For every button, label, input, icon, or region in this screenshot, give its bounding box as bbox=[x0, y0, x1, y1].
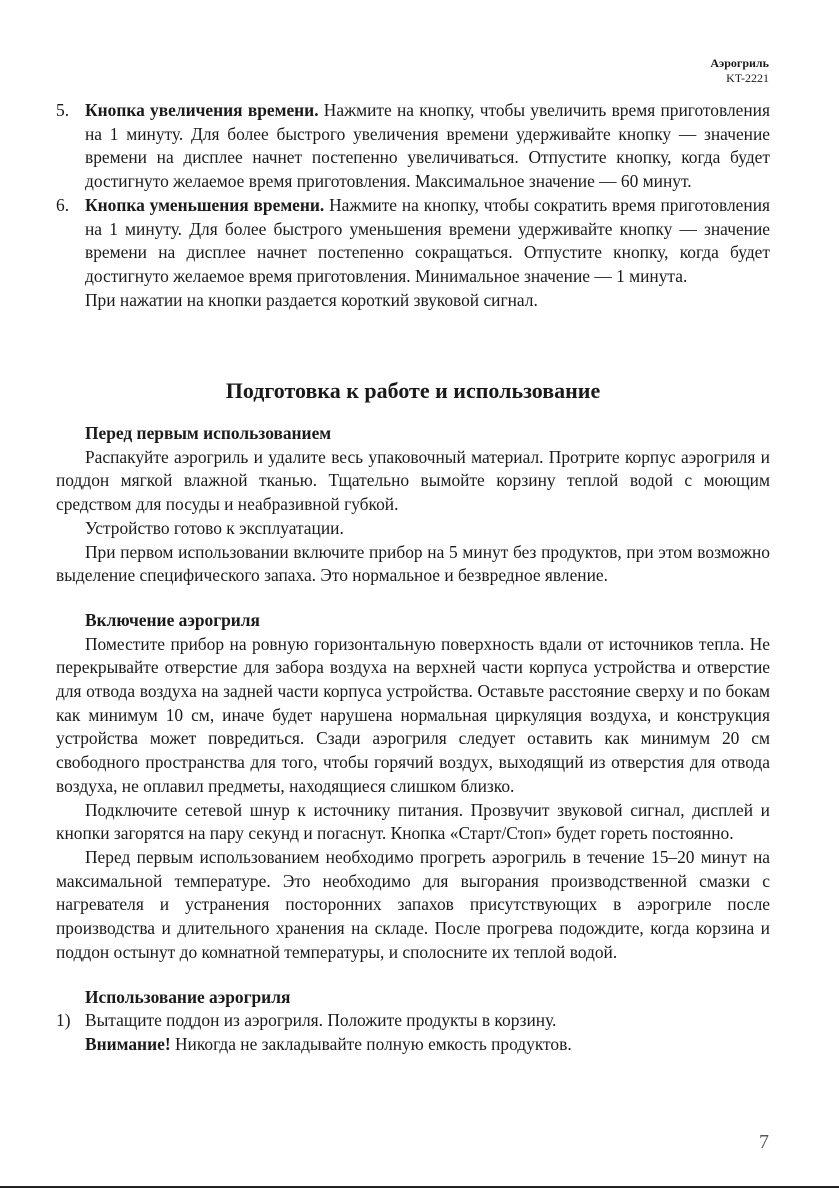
list-item-text: Нажмите на кнопку, чтобы увеличить время приготовления на 1 минуту. Для более быстрого увеличения времени удерживайте кнопку — значение времени на дисплее начнет постепенно увеличиваться. Отпустите кнопку, когда будет достигнуто желаемое время приготовления. Максимальное значение — 60 минут. bbox=[85, 100, 770, 192]
list-note: При нажатии на кнопки раздается короткий звуковой сигнал. bbox=[85, 289, 538, 310]
spacer bbox=[56, 965, 770, 986]
paragraph: Поместите прибор на ровную горизонтальную поверхность вдали от источников тепла. Не перекрывайте отверстие для забора воздуха на верхней части корпуса устройства и отверстие для отвода воздуха на задней части корпуса устройства. Оставьте расстояние сверху и по бокам как минимум 10 см, иначе будет нарушена нормальная циркуляция воздуха, и конструкция устройства может повредиться. Сзади аэрогриля следует оставить как минимум 20 см свободного пространства для того, чтобы горячий воздух, выходящий из отверстия для отвода воздуха, не оплавил предметы, находящиеся слишком близко. bbox=[56, 633, 770, 796]
page-header bbox=[710, 56, 769, 86]
header-brand: Аэрогриль bbox=[710, 56, 769, 70]
warning-text: Никогда не закладывайте полную емкость продуктов. bbox=[170, 1033, 572, 1054]
warning-label: Внимание! bbox=[85, 1033, 171, 1054]
page-number: 7 bbox=[759, 1131, 769, 1153]
subheading-using: Использование аэрогриля bbox=[85, 986, 291, 1007]
bottom-divider bbox=[0, 1186, 839, 1188]
paragraph: Устройство готово к эксплуатации. bbox=[85, 517, 344, 538]
list-item-title: Кнопка увеличения времени. bbox=[85, 100, 319, 120]
header-model: KT-2221 bbox=[726, 71, 769, 85]
list-item-text: Вытащите поддон из аэрогриля. Положите продукты в корзину. bbox=[85, 1010, 557, 1031]
list-item-step-1 bbox=[56, 1009, 770, 1056]
subheading-before-first-use: Перед первым использованием bbox=[85, 423, 332, 444]
list-number: 1) bbox=[56, 1010, 71, 1031]
section-title: Подготовка к работе и использование bbox=[225, 378, 601, 404]
list-item-time-decrease bbox=[56, 194, 770, 289]
paragraph: Перед первым использованием необходимо прогреть аэрогриль в течение 15–20 минут на максимальной температуре. Это необходимо для выгорания производственной смазки с нагревателя и устранения посторонних запахов присутствующих в аэрогриле после производства и длительного хранения на складе. После прогрева подождите, когда корзина и поддон остынут до комнатной температуры, и сполосните их теплой водой. bbox=[56, 846, 770, 962]
list-item-text: Нажмите на кнопку, чтобы сократить время приготовления на 1 минуту. Для более быстрого уменьшения времени удерживайте кнопку — значение времени на дисплее начнет постепенно сокращаться. Отпустите кнопку, когда будет достигнуто желаемое время приготовления. Минимальное значение — 1 минута. bbox=[85, 194, 771, 286]
subheading-switching-on: Включение аэрогриля bbox=[85, 609, 260, 630]
page-content bbox=[56, 99, 770, 1057]
list-number: 6. bbox=[56, 194, 70, 215]
paragraph: При первом использовании включите прибор на 5 минут без продуктов, при этом возможно выделение специфического запаха. Это нормальное и безвредное явление. bbox=[56, 541, 770, 586]
list-item-title: Кнопка уменьшения времени. bbox=[85, 194, 325, 215]
spacer bbox=[56, 588, 770, 609]
list-number: 5. bbox=[56, 100, 70, 120]
list-item-time-increase bbox=[56, 99, 770, 194]
paragraph: Распакуйте аэрогриль и удалите весь упаковочный материал. Протрите корпус аэрогриля и поддон мягкой влажной тканью. Тщательно вымойте корзину теплой водой с моющим средством для посуды и неабразивной губкой. bbox=[56, 446, 770, 515]
paragraph: Подключите сетевой шнур к источнику питания. Прозвучит звуковой сигнал, дисплей и кнопки загорятся на пару секунд и погаснут. Кнопка «Старт/Стоп» будет гореть постоянно. bbox=[56, 799, 770, 844]
